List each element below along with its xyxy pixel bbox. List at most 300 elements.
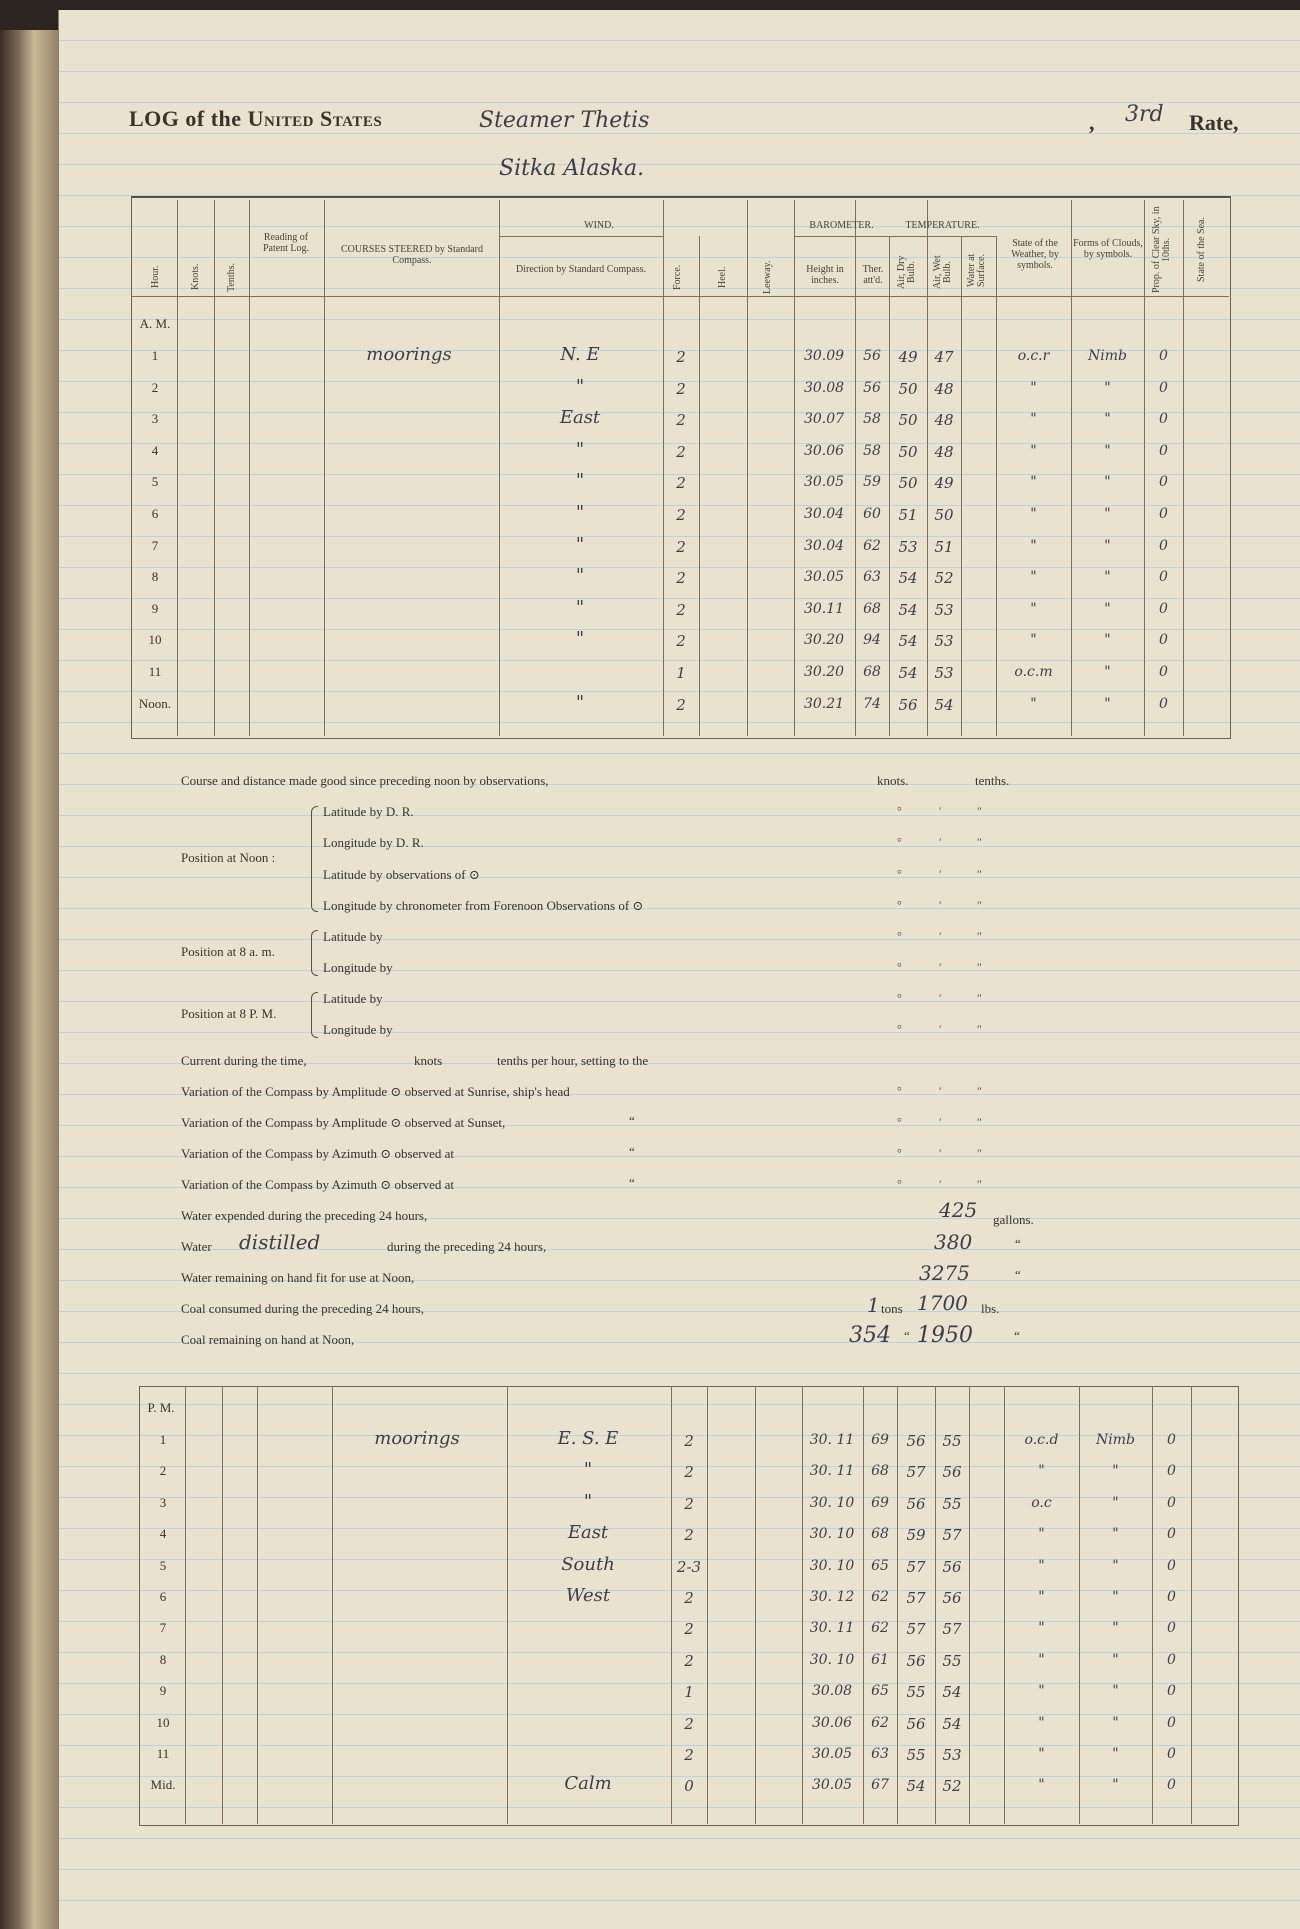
barometer-height-cell: 30.06	[803, 442, 845, 459]
air-wet-cell: 56	[942, 1557, 962, 1576]
second-mark: ″	[977, 1146, 982, 1160]
var-azimuth1-label: Variation of the Compass by Azimuth ⊙ observed at	[181, 1146, 455, 1161]
air-dry-cell: 57	[906, 1463, 926, 1482]
weather-cell: "	[1038, 1526, 1045, 1543]
ther-cell: 62	[863, 537, 881, 554]
air-dry-cell: 56	[906, 1714, 926, 1733]
force-cell: 2	[676, 411, 686, 430]
barometer-height-cell: 30.21	[803, 695, 845, 712]
clouds-cell: "	[1104, 569, 1111, 586]
course-cell: moorings	[366, 344, 452, 365]
clear-sky-cell: 0	[1167, 1651, 1176, 1668]
pm-label: P. M.	[147, 1400, 175, 1415]
barometer-height-cell: 30. 10	[809, 1651, 855, 1668]
air-dry-cell: 57	[906, 1620, 926, 1639]
force-cell: 2	[676, 379, 686, 398]
tons-label: tons	[881, 1301, 903, 1316]
clear-sky-cell: 0	[1159, 506, 1168, 522]
col-height: Height in inches.	[806, 264, 844, 286]
weather-cell: o.c.r	[1017, 348, 1050, 364]
wind-cell: "	[575, 375, 585, 397]
coal-lbs-value: 1700	[917, 1291, 968, 1315]
weather-cell: "	[1038, 1777, 1045, 1794]
clear-sky-cell: 0	[1167, 1683, 1176, 1700]
hour-cell: 5	[151, 474, 159, 490]
clouds-cell: "	[1104, 442, 1111, 459]
hour-cell: 11	[148, 664, 162, 679]
hour-cell: 4	[151, 442, 159, 458]
second-mark: ″	[977, 867, 982, 881]
ther-cell: 63	[863, 569, 881, 586]
ther-cell: 61	[871, 1651, 889, 1668]
hour-cell: 3	[159, 1494, 167, 1510]
clear-sky-cell: 0	[1159, 664, 1168, 680]
force-cell: 2	[684, 1620, 694, 1639]
clear-sky-cell: 0	[1159, 537, 1168, 554]
clouds-cell: "	[1104, 632, 1111, 649]
air-wet-cell: 53	[942, 1746, 962, 1764]
air-wet-cell: 53	[934, 600, 954, 619]
barometer-height-cell: 30.20	[803, 632, 845, 649]
col-temperature: TEMPERATURE.	[905, 220, 980, 231]
air-wet-cell: 48	[934, 442, 954, 461]
minute-mark: ′	[939, 898, 942, 912]
comma-mark: ,	[1089, 110, 1095, 135]
wind-cell: N. E	[560, 344, 600, 365]
var-sunset-label: Variation of the Compass by Amplitude ⊙ observed at Sunset,	[181, 1115, 506, 1130]
col-clouds: Forms of Clouds, by symbols.	[1073, 238, 1143, 260]
ther-cell: 56	[863, 379, 881, 396]
wind-cell: "	[575, 596, 585, 618]
barometer-height-cell: 30.05	[803, 474, 845, 491]
weather-cell: "	[1030, 474, 1037, 491]
clear-sky-cell: 0	[1167, 1526, 1176, 1543]
water-remaining-value: 3275	[919, 1261, 970, 1285]
gallons-label: gallons.	[993, 1212, 1034, 1227]
air-wet-cell: 53	[934, 632, 954, 651]
air-dry-cell: 50	[898, 379, 918, 398]
ther-cell: 68	[863, 600, 881, 617]
book-spine	[0, 30, 62, 1929]
col-water-surface: Water at Surface.	[966, 253, 987, 287]
minute-mark: ′	[939, 1084, 942, 1098]
ther-cell: 58	[863, 411, 881, 428]
clear-sky-cell: 0	[1167, 1746, 1176, 1762]
ditto-distilled: “	[1015, 1236, 1021, 1251]
ditto-coal-tons: “	[904, 1328, 910, 1343]
clear-sky-cell: 0	[1159, 600, 1168, 617]
degree-mark: °	[897, 929, 902, 943]
united-states-label: United States	[247, 106, 383, 131]
clouds-cell: "	[1112, 1589, 1119, 1605]
minute-mark: ′	[939, 1115, 942, 1129]
water-label: Water	[181, 1239, 212, 1254]
col-leeway: Leeway.	[762, 260, 773, 294]
second-mark: ″	[977, 1177, 982, 1191]
col-knots: Knots.	[190, 263, 201, 291]
log-prefix: LOG of the	[129, 106, 242, 131]
col-air-wet: Air, Wet Bulb.	[932, 255, 953, 289]
current-tenths-label: tenths per hour, setting to the	[497, 1053, 649, 1068]
weather-cell: "	[1038, 1714, 1045, 1731]
ther-cell: 68	[871, 1463, 889, 1480]
coal-remaining-tons: 354	[849, 1323, 891, 1348]
page-title	[129, 106, 382, 132]
clouds-cell: Nimb	[1096, 1432, 1135, 1448]
pm-brace	[311, 992, 318, 1038]
clouds-cell: "	[1104, 379, 1111, 396]
barometer-height-cell: 30.08	[811, 1683, 853, 1700]
air-wet-cell: 48	[934, 379, 954, 398]
current-knots-label: knots	[414, 1053, 443, 1068]
clear-sky-cell: 0	[1159, 379, 1168, 396]
hour-cell: 8	[151, 569, 159, 585]
clear-sky-cell: 0	[1159, 632, 1168, 649]
barometer-height-cell: 30.05	[803, 569, 845, 586]
ther-cell: 69	[871, 1494, 889, 1511]
col-tenths: Tenths.	[226, 262, 237, 292]
weather-cell: o.c.d	[1024, 1432, 1059, 1448]
clouds-cell: "	[1112, 1777, 1119, 1794]
clear-sky-cell: 0	[1167, 1777, 1176, 1794]
second-mark: ″	[977, 960, 982, 974]
vessel-name: Steamer Thetis	[479, 108, 650, 133]
coal-remaining-label: Coal remaining on hand at Noon,	[181, 1332, 355, 1347]
weather-cell: "	[1030, 379, 1037, 396]
wind-cell: "	[575, 502, 585, 523]
col-weather: State of the Weather, by symbols.	[1011, 238, 1059, 271]
second-mark: ″	[977, 1115, 982, 1129]
force-cell: 1	[676, 664, 686, 682]
lon-chron-label: Longitude by chronometer from Forenoon Observations of ⊙	[323, 898, 644, 913]
weather-cell: "	[1030, 442, 1037, 459]
weather-cell: "	[1030, 695, 1037, 712]
barometer-height-cell: 30.11	[803, 600, 845, 617]
weather-cell: "	[1038, 1651, 1045, 1668]
second-mark: ″	[977, 804, 982, 818]
force-cell: 2	[676, 569, 686, 588]
second-mark: ″	[977, 1084, 982, 1098]
minute-mark: ′	[939, 835, 942, 849]
air-dry-cell: 57	[906, 1557, 926, 1576]
col-courses: COURSES STEERED by Standard Compass.	[341, 244, 483, 266]
clouds-cell: "	[1112, 1526, 1119, 1543]
force-cell: 2	[676, 537, 686, 556]
clouds-cell: "	[1112, 1651, 1119, 1668]
force-cell: 2	[684, 1526, 694, 1545]
barometer-height-cell: 30. 10	[809, 1494, 855, 1511]
air-wet-cell: 57	[942, 1526, 962, 1545]
force-cell: 2	[676, 600, 686, 619]
lat-obs-label: Latitude by observations of ⊙	[323, 867, 480, 882]
air-dry-cell: 50	[898, 442, 918, 461]
clouds-cell: "	[1112, 1714, 1119, 1731]
course-cell: moorings	[374, 1428, 460, 1449]
air-wet-cell: 56	[942, 1463, 962, 1482]
force-cell: 2	[676, 348, 686, 366]
air-dry-cell: 54	[898, 664, 918, 682]
barometer-height-cell: 30.05	[811, 1777, 853, 1794]
force-cell: 2	[684, 1651, 694, 1670]
force-cell: 2-3	[676, 1557, 702, 1576]
degree-mark: °	[897, 835, 902, 849]
weather-cell: "	[1038, 1463, 1045, 1480]
degree-mark: °	[897, 1146, 902, 1160]
position-noon-label: Position at Noon :	[181, 850, 276, 865]
hour-cell: 2	[159, 1463, 167, 1479]
air-wet-cell: 54	[942, 1714, 962, 1733]
degree-mark: °	[897, 1022, 902, 1036]
minute-mark: ′	[939, 867, 942, 881]
second-mark: ″	[977, 929, 982, 943]
ther-cell: 65	[871, 1683, 889, 1700]
ther-cell: 63	[871, 1746, 889, 1762]
ditto-azimuth2: “	[629, 1175, 635, 1190]
weather-cell: "	[1030, 600, 1037, 617]
minute-mark: ′	[939, 1177, 942, 1191]
lat-8pm-label: Latitude by	[323, 991, 383, 1006]
air-wet-cell: 52	[934, 569, 954, 588]
air-wet-cell: 55	[942, 1432, 962, 1450]
wind-cell: "	[583, 1459, 593, 1481]
ditto-azimuth1: “	[629, 1144, 635, 1159]
rate-label: Rate,	[1189, 110, 1239, 135]
water-distilled-value: distilled	[239, 1230, 321, 1254]
clear-sky-cell: 0	[1167, 1463, 1176, 1480]
force-cell: 2	[676, 632, 686, 651]
wind-cell: Calm	[564, 1773, 612, 1795]
water-during-label: during the preceding 24 hours,	[387, 1239, 547, 1254]
degree-mark: °	[897, 991, 902, 1005]
clouds-cell: Nimb	[1088, 348, 1127, 364]
var-azimuth2-label: Variation of the Compass by Azimuth ⊙ observed at	[181, 1177, 455, 1192]
clouds-cell: "	[1104, 411, 1111, 428]
air-wet-cell: 50	[934, 506, 954, 524]
barometer-height-cell: 30. 10	[809, 1557, 855, 1574]
hour-cell: Mid.	[150, 1777, 176, 1793]
degree-mark: °	[897, 804, 902, 818]
second-mark: ″	[977, 835, 982, 849]
col-barometer: BAROMETER.	[809, 220, 874, 231]
ther-cell: 59	[863, 474, 881, 491]
wind-cell: East	[559, 407, 601, 429]
hour-cell: 2	[151, 379, 159, 395]
air-wet-cell: 55	[942, 1651, 962, 1670]
ther-cell: 58	[863, 442, 881, 459]
air-dry-cell: 50	[898, 411, 918, 430]
air-wet-cell: 49	[934, 474, 954, 493]
ditto-remaining: “	[1015, 1267, 1021, 1282]
wind-cell: East	[567, 1522, 609, 1544]
clouds-cell: "	[1104, 537, 1111, 554]
weather-cell: "	[1030, 506, 1037, 522]
ditto-sunset: “	[629, 1113, 635, 1128]
wind-cell: West	[565, 1585, 611, 1606]
minute-mark: ′	[939, 804, 942, 818]
hour-cell: 3	[151, 411, 159, 427]
air-dry-cell: 50	[898, 474, 918, 493]
clear-sky-cell: 0	[1159, 695, 1168, 712]
force-cell: 2	[684, 1463, 694, 1482]
hour-cell: 9	[159, 1683, 167, 1699]
weather-cell: "	[1038, 1589, 1045, 1605]
air-dry-cell: 54	[906, 1777, 926, 1796]
position-8am-label: Position at 8 a. m.	[181, 944, 275, 959]
weather-cell: "	[1038, 1746, 1045, 1762]
clouds-cell: "	[1104, 695, 1111, 712]
barometer-height-cell: 30. 11	[809, 1463, 855, 1480]
air-wet-cell: 54	[934, 695, 954, 714]
clouds-cell: "	[1104, 506, 1111, 522]
ther-cell: 56	[863, 348, 881, 364]
am-brace	[311, 930, 318, 976]
noon-brace	[311, 806, 318, 912]
force-cell: 1	[684, 1683, 694, 1702]
col-wind: WIND.	[584, 220, 614, 231]
hour-cell: 6	[159, 1589, 167, 1604]
ther-cell: 68	[871, 1526, 889, 1543]
ther-cell: 62	[871, 1714, 889, 1731]
lon-8pm-label: Longitude by	[323, 1022, 393, 1037]
force-cell: 2	[684, 1746, 694, 1764]
air-dry-cell: 56	[906, 1494, 926, 1513]
force-cell: 2	[684, 1432, 694, 1450]
ther-cell: 74	[863, 695, 881, 712]
location-name: Sitka Alaska.	[499, 156, 645, 181]
air-wet-cell: 56	[942, 1589, 962, 1607]
lat-dr-label: Latitude by D. R.	[323, 804, 414, 819]
minute-mark: ′	[939, 1146, 942, 1160]
minute-mark: ′	[939, 960, 942, 974]
air-wet-cell: 52	[942, 1777, 962, 1796]
degree-mark: °	[897, 867, 902, 881]
barometer-height-cell: 30. 10	[809, 1526, 855, 1543]
degree-mark: °	[897, 898, 902, 912]
water-expended-label: Water expended during the preceding 24 hours,	[181, 1208, 428, 1223]
hour-cell: 4	[159, 1526, 167, 1542]
air-wet-cell: 54	[942, 1683, 962, 1702]
col-patent-log: Reading of Patent Log.	[262, 232, 310, 254]
second-mark: ″	[977, 898, 982, 912]
barometer-height-cell: 30. 11	[809, 1432, 855, 1448]
force-cell: 0	[684, 1777, 694, 1796]
clear-sky-cell: 0	[1159, 569, 1168, 586]
col-wind-direction: Direction by Standard Compass.	[516, 264, 646, 275]
col-hour: Hour.	[150, 265, 161, 289]
clouds-cell: "	[1112, 1683, 1119, 1700]
barometer-height-cell: 30.07	[803, 411, 845, 428]
clouds-cell: "	[1104, 600, 1111, 617]
knots-label: knots.	[877, 773, 909, 788]
weather-cell: "	[1030, 569, 1037, 586]
force-cell: 2	[676, 695, 686, 714]
air-dry-cell: 54	[898, 569, 918, 588]
weather-cell: o.c	[1031, 1494, 1052, 1511]
ther-cell: 67	[871, 1777, 889, 1794]
air-dry-cell: 49	[898, 348, 918, 366]
weather-cell: "	[1038, 1557, 1045, 1574]
log-page	[58, 10, 1300, 1929]
barometer-height-cell: 30.05	[811, 1746, 853, 1762]
clear-sky-cell: 0	[1167, 1589, 1176, 1605]
rate-number: 3rd	[1125, 102, 1164, 127]
ther-cell: 65	[871, 1557, 889, 1574]
wind-cell: E. S. E	[557, 1428, 619, 1449]
force-cell: 2	[676, 506, 686, 524]
air-dry-cell: 57	[906, 1589, 926, 1607]
barometer-height-cell: 30.04	[803, 506, 845, 522]
col-heel: Heel.	[717, 266, 728, 288]
barometer-height-cell: 30.20	[803, 664, 845, 680]
barometer-height-cell: 30.06	[811, 1714, 853, 1731]
lat-8am-label: Latitude by	[323, 929, 383, 944]
air-dry-cell: 56	[906, 1432, 926, 1450]
coal-tons-value: 1	[867, 1293, 880, 1317]
hour-cell: 1	[151, 348, 159, 363]
clouds-cell: "	[1104, 474, 1111, 491]
degree-mark: °	[897, 1115, 902, 1129]
clear-sky-cell: 0	[1159, 411, 1168, 428]
hour-cell: 6	[151, 506, 159, 521]
air-wet-cell: 57	[942, 1620, 962, 1639]
wind-cell: "	[575, 470, 585, 492]
force-cell: 2	[676, 442, 686, 461]
weather-cell: "	[1030, 411, 1037, 428]
clouds-cell: "	[1112, 1557, 1119, 1574]
var-sunrise-label: Variation of the Compass by Amplitude ⊙ observed at Sunrise, ship's head	[181, 1084, 570, 1099]
coal-consumed-label: Coal consumed during the preceding 24 hours,	[181, 1301, 424, 1316]
barometer-height-cell: 30.08	[803, 379, 845, 396]
lon-8am-label: Longitude by	[323, 960, 393, 975]
air-dry-cell: 55	[906, 1746, 926, 1764]
ther-cell: 69	[871, 1432, 889, 1448]
hour-cell: 8	[159, 1651, 167, 1667]
air-wet-cell: 48	[934, 411, 954, 430]
force-cell: 2	[684, 1714, 694, 1733]
hour-cell: 9	[151, 600, 159, 616]
clouds-cell: "	[1112, 1494, 1119, 1511]
water-remaining-label: Water remaining on hand fit for use at Noon,	[181, 1270, 415, 1285]
clear-sky-cell: 0	[1167, 1620, 1176, 1637]
degree-mark: °	[897, 960, 902, 974]
weather-cell: "	[1038, 1683, 1045, 1700]
col-sea: State of the Sea.	[1196, 217, 1207, 283]
clear-sky-cell: 0	[1167, 1494, 1176, 1511]
am-label: A. M.	[139, 316, 171, 331]
weather-cell: "	[1030, 537, 1037, 554]
hour-cell: 7	[151, 537, 159, 553]
col-ther: Ther. att'd.	[862, 264, 884, 286]
coal-remaining-lbs: 1950	[917, 1323, 973, 1348]
weather-cell: o.c.m	[1014, 664, 1053, 680]
second-mark: ″	[977, 1022, 982, 1036]
hour-cell: 10	[148, 632, 162, 648]
degree-mark: °	[897, 1177, 902, 1191]
air-dry-cell: 59	[906, 1526, 926, 1545]
col-air-dry: Air, Dry Bulb.	[896, 255, 917, 289]
hour-cell: Noon.	[138, 695, 172, 711]
air-wet-cell: 53	[934, 664, 954, 682]
water-expended-value: 425	[939, 1198, 978, 1222]
air-wet-cell: 55	[942, 1494, 962, 1513]
lbs-label: lbs.	[981, 1301, 1000, 1316]
current-label: Current during the time,	[181, 1053, 307, 1068]
tenths-label: tenths.	[975, 773, 1010, 788]
air-wet-cell: 47	[934, 348, 954, 366]
wind-cell: "	[575, 565, 585, 587]
force-cell: 2	[684, 1494, 694, 1513]
barometer-height-cell: 30.04	[803, 537, 845, 554]
